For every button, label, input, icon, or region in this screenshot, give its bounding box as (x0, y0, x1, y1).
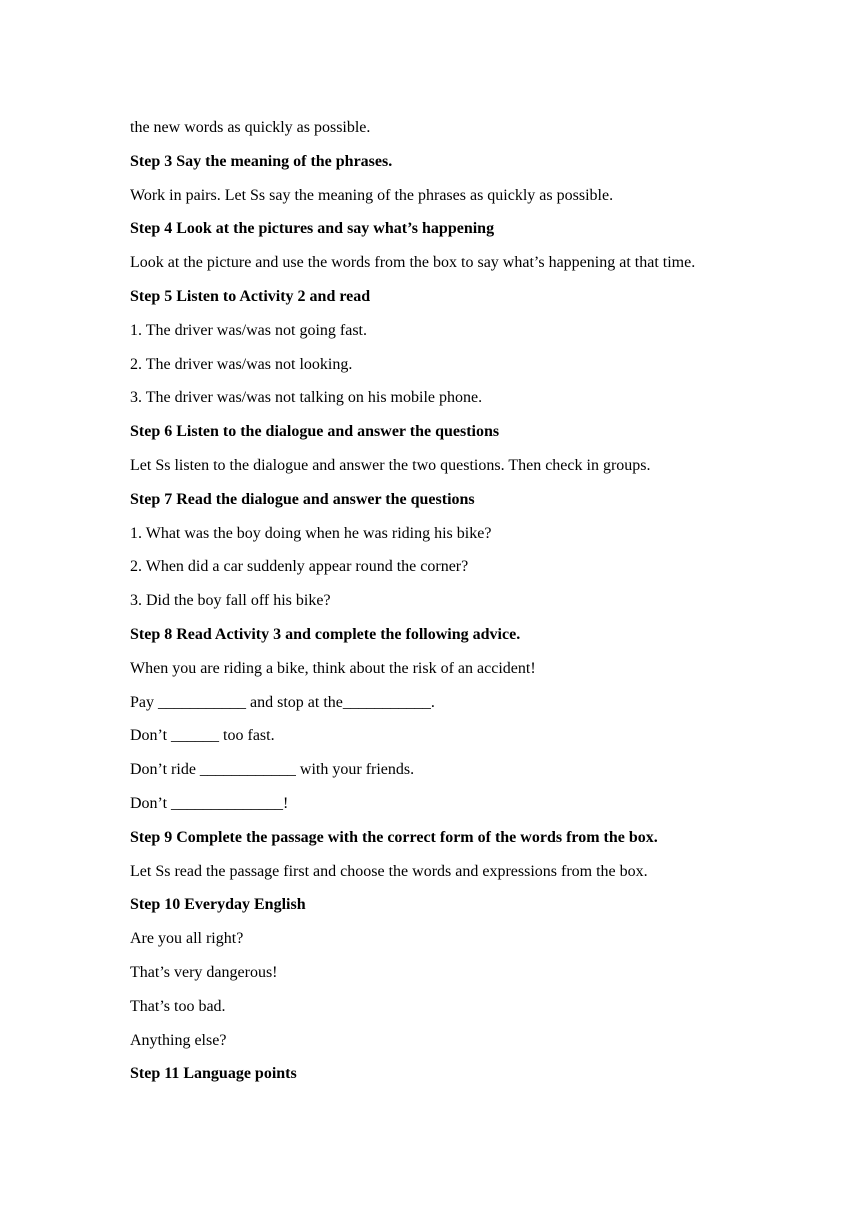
step-5-item-3: 3. The driver was/was not talking on his mobile phone. (130, 389, 483, 407)
everyday-english-phrase-3: That’s too bad. (130, 997, 226, 1015)
step-6-instruction: Let Ss listen to the dialogue and answer the two questions. Then check in groups. (130, 456, 651, 474)
step-9-instruction: Let Ss read the passage first and choose the words and expressions from the box. (130, 862, 648, 880)
step-5-item-2: 2. The driver was/was not looking. (130, 355, 353, 373)
step-5-heading: Step 5 Listen to Activity 2 and read (130, 287, 371, 305)
step-10-heading: Step 10 Everyday English (130, 896, 306, 914)
step-3-heading: Step 3 Say the meaning of the phrases. (130, 152, 393, 170)
everyday-english-phrase-4: Anything else? (130, 1031, 227, 1049)
step-6-heading: Step 6 Listen to the dialogue and answer the questions (130, 423, 500, 441)
step-7-question-3: 3. Did the boy fall off his bike? (130, 592, 331, 610)
everyday-english-phrase-2: That’s very dangerous! (130, 963, 278, 981)
step-4-instruction: Look at the picture and use the words from the box to say what’s happening at that time. (130, 254, 696, 272)
step-11-heading: Step 11 Language points (130, 1065, 297, 1083)
step-7-question-1: 1. What was the boy doing when he was riding his bike? (130, 524, 492, 542)
step-8-advice-4: Don’t ______________! (130, 794, 289, 812)
everyday-english-phrase-1: Are you all right? (130, 930, 244, 948)
step-8-advice-2: Don’t ______ too fast. (130, 727, 275, 745)
step-8-intro: When you are riding a bike, think about the risk of an accident! (130, 659, 536, 677)
step-9-heading: Step 9 Complete the passage with the correct form of the words from the box. (130, 828, 658, 846)
step-7-heading: Step 7 Read the dialogue and answer the questions (130, 490, 475, 508)
document-page (130, 111, 730, 1091)
step-8-advice-1: Pay ___________ and stop at the___________. (130, 693, 435, 711)
step-8-heading: Step 8 Read Activity 3 and complete the following advice. (130, 625, 521, 643)
step-8-advice-3: Don’t ride ____________ with your friends. (130, 761, 415, 779)
step-7-question-2: 2. When did a car suddenly appear round the corner? (130, 558, 469, 576)
paragraph-continuation: the new words as quickly as possible. (130, 119, 371, 136)
step-4-heading: Step 4 Look at the pictures and say what’s happening (130, 220, 495, 238)
step-3-instruction: Work in pairs. Let Ss say the meaning of the phrases as quickly as possible. (130, 186, 614, 204)
step-5-item-1: 1. The driver was/was not going fast. (130, 321, 367, 339)
